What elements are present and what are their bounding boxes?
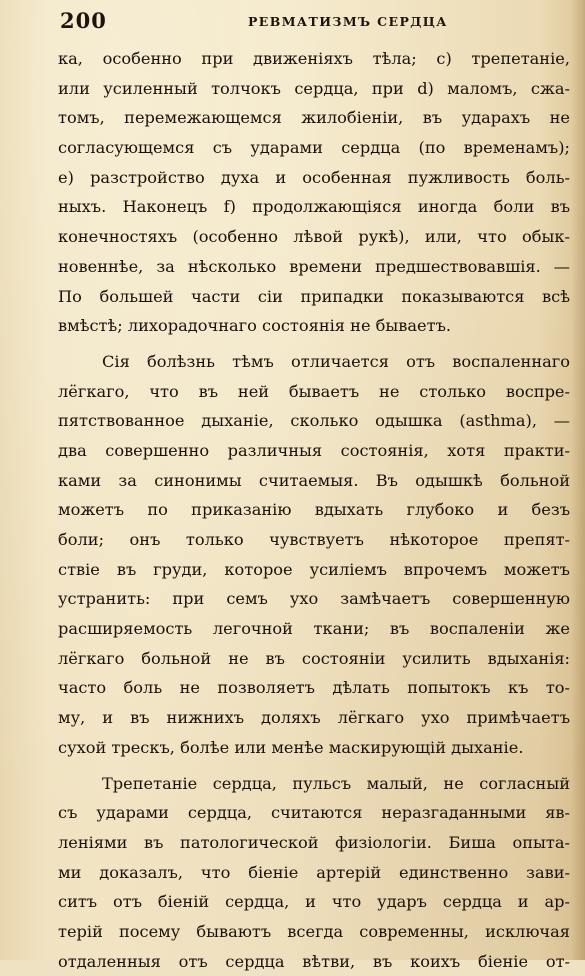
- page-edge-shadow: [571, 0, 585, 960]
- paragraph-first-line: Трепетаніе сердца, пульсъ малый, не согласный: [102, 773, 570, 793]
- text-line: му, и въ нижнихъ доляхъ лёгкаго ухо примѣчаетъ: [58, 708, 570, 728]
- text-line: По большей части сіи припадки показываются всѣ: [58, 286, 570, 306]
- text-line: лёгкаго, что въ ней бываетъ не столько воспре-: [58, 381, 570, 401]
- page-number: 200: [60, 8, 107, 33]
- text-line: сухой трескъ, болѣе или менѣе маскирующій дыханіе.: [58, 737, 524, 757]
- text-line: терій посему бываютъ всегда современны, исключая: [58, 921, 570, 941]
- text-line: лёгкаго больной не въ состояніи усилить вдыханія:: [58, 648, 570, 668]
- text-line: расширяемость легочной ткани; въ воспаленіи же: [58, 619, 570, 639]
- text-line: ныхъ. Наконецъ f) продолжающіяся иногда боли въ: [58, 197, 570, 217]
- text-line: новеннѣе, за нѣсколько времени предшествовавшія. —: [58, 256, 570, 276]
- text-line: часто боль не позволяетъ дѣлать попытокъ къ то-: [58, 678, 570, 698]
- text-line: ка, особенно при движеніяхъ тѣла; с) трепетаніе,: [58, 49, 570, 68]
- text-line: два совершенно различныя состоянія, хотя практи-: [58, 440, 570, 460]
- text-line: пятствованное дыханіе, сколько одышка (asthma), —: [58, 411, 570, 431]
- text-line: согласующемся съ ударами сердца (по временамъ);: [58, 138, 570, 158]
- running-title: РЕВМАТИЗМЪ СЕРДЦА: [248, 14, 448, 29]
- text-line: томъ, перемежающемся жилобіеніи, въ ударахъ не: [58, 108, 570, 128]
- text-line: можетъ по приказанію вдыхать глубоко и безъ: [58, 500, 570, 520]
- running-head: [60, 8, 563, 38]
- text-line: отдаленныя отъ сердца вѣтви, въ коихъ біеніе от-: [58, 951, 570, 971]
- text-line: или усиленный толчокъ сердца, при d) маломъ, сжа-: [58, 78, 570, 98]
- text-line: устранить: при семъ ухо замѣчаетъ совершенную: [58, 589, 570, 609]
- paragraph-first-line: Сія болѣзнь тѣмъ отличается отъ воспаленнаго: [102, 351, 570, 371]
- text-line: съ ударами сердца, считаются неразгаданными яв-: [58, 803, 570, 823]
- text-line: боли; онъ только чувствуетъ нѣкоторое препят-: [58, 530, 570, 549]
- body-text: [58, 44, 570, 976]
- text-line: конечностяхъ (особенно лѣвой рукѣ), или, что обык-: [58, 227, 570, 247]
- text-line: ками за синонимы считаемыя. Въ одышкѣ больной: [58, 470, 570, 490]
- text-line: ми доказалъ, что біеніе артерій единственно зави-: [58, 862, 570, 882]
- text-line: ствіе въ груди, которое усиліемъ впрочемъ можетъ: [58, 559, 570, 579]
- text-line: е) разстройство духа и особенная пужливость боль-: [58, 167, 570, 187]
- text-line: леніями въ патологической физіологіи. Биша опыта-: [58, 832, 570, 852]
- text-line: ситъ отъ біеній сердца, и что ударъ сердца и ар-: [58, 892, 570, 912]
- text-line: вмѣстѣ; лихорадочнаго состоянія не бываетъ.: [58, 316, 452, 336]
